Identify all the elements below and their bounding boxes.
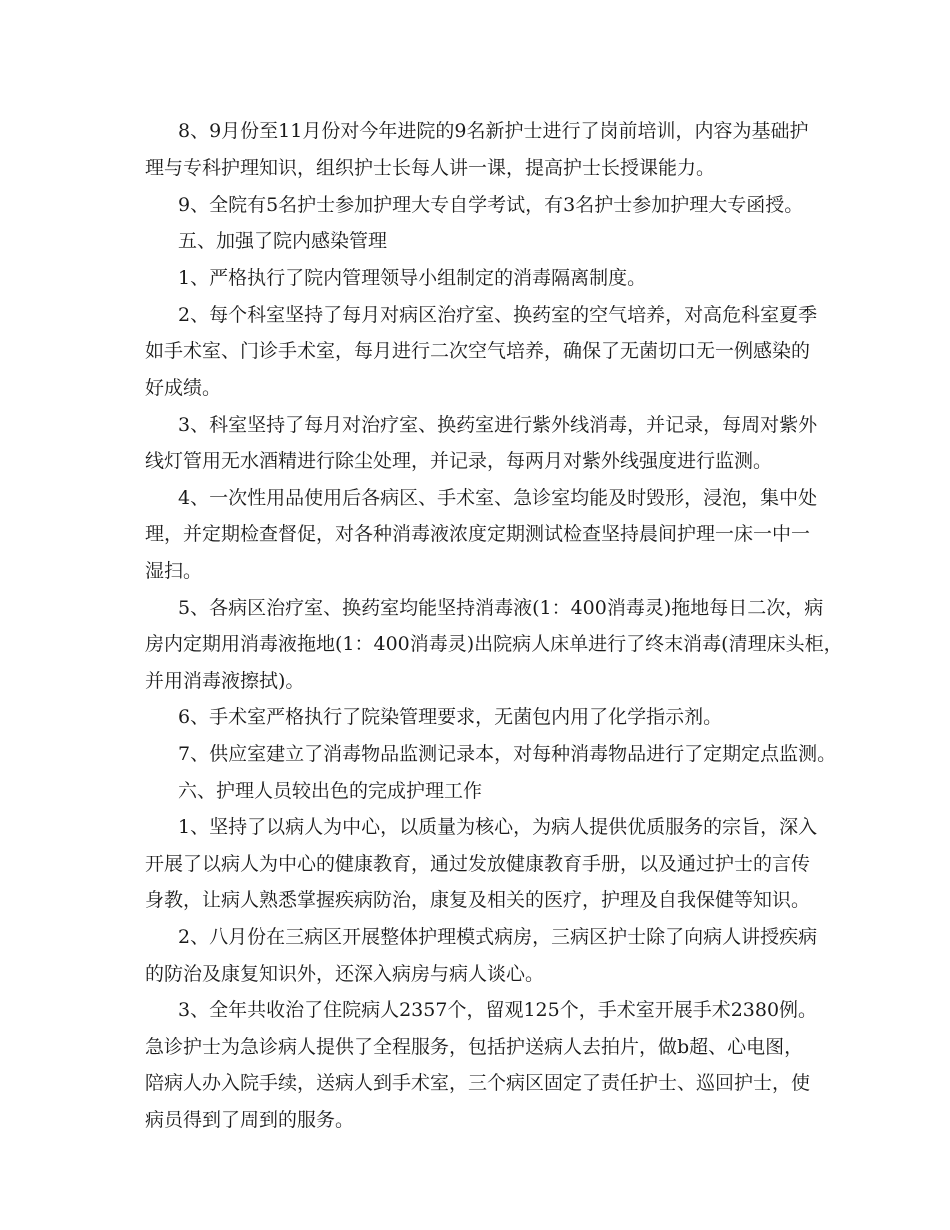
text-line: 2、每个科室坚持了每月对病区治疗室、换药室的空气培养，对高危科室夏季 <box>178 304 818 326</box>
text-line: 开展了以病人为中心的健康教育，通过发放健康教育手册，以及通过护士的言传 <box>145 853 811 875</box>
text-line: 的防治及康复知识外，还深入病房与病人谈心。 <box>145 963 545 985</box>
text-line: 5、各病区治疗室、换药室均能坚持消毒液(1：400消毒灵)拖地每日二次，病 <box>178 597 824 619</box>
text-line: 理，并定期检查督促，对各种消毒液浓度定期测试检查坚持晨间护理一床一中一 <box>145 523 811 545</box>
text-line: 9、全院有5名护士参加护理大专自学考试，有3名护士参加护理大专函授。 <box>178 194 804 216</box>
text-line: 6、手术室严格执行了院染管理要求，无菌包内用了化学指示剂。 <box>178 706 723 728</box>
text-line: 病员得到了周到的服务。 <box>145 1109 355 1131</box>
text-line: 并用消毒液擦拭)。 <box>145 670 305 692</box>
text-line: 急诊护士为急诊病人提供了全程服务，包括护送病人去拍片，做b超、心电图， <box>145 1036 804 1058</box>
text-line: 理与专科护理知识，组织护士长每人讲一课，提高护士长授课能力。 <box>145 157 716 179</box>
text-line: 房内定期用消毒液拖地(1：400消毒灵)出院病人床单进行了终末消毒(清理床头柜， <box>145 633 843 655</box>
text-line: 3、科室坚持了每月对治疗室、换药室进行紫外线消毒，并记录，每周对紫外 <box>178 414 818 436</box>
text-line: 如手术室、门诊手术室，每月进行二次空气培养，确保了无菌切口无一例感染的 <box>145 340 811 362</box>
text-line: 7、供应室建立了消毒物品监测记录本，对每种消毒物品进行了定期定点监测。 <box>178 743 837 765</box>
text-line: 2、八月份在三病区开展整体护理模式病房，三病区护士除了向病人讲授疾病 <box>178 926 818 948</box>
text-line: 好成绩。 <box>145 377 222 399</box>
text-line: 湿扫。 <box>145 560 203 582</box>
text-line: 3、全年共收治了住院病人2357个，留观125个，手术室开展手术2380例。 <box>178 999 818 1021</box>
text-line: 4、一次性用品使用后各病区、手术室、急诊室均能及时毁形，浸泡，集中处 <box>178 487 818 509</box>
text-line: 1、严格执行了院内管理领导小组制定的消毒隔离制度。 <box>178 267 647 289</box>
section-heading: 五、加强了院内感染管理 <box>178 230 388 252</box>
section-heading: 六、护理人员较出色的完成护理工作 <box>178 780 483 802</box>
text-line: 线灯管用无水酒精进行除尘处理，并记录，每两月对紫外线强度进行监测。 <box>145 450 773 472</box>
text-line: 身教，让病人熟悉掌握疾病防治，康复及相关的医疗，护理及自我保健等知识。 <box>145 889 811 911</box>
text-line: 1、坚持了以病人为中心，以质量为核心，为病人提供优质服务的宗旨，深入 <box>178 816 818 838</box>
text-line: 陪病人办入院手续，送病人到手术室，三个病区固定了责任护士、巡回护士，使 <box>145 1072 811 1094</box>
text-line: 8、9月份至11月份对今年进院的9名新护士进行了岗前培训，内容为基础护 <box>178 120 809 142</box>
